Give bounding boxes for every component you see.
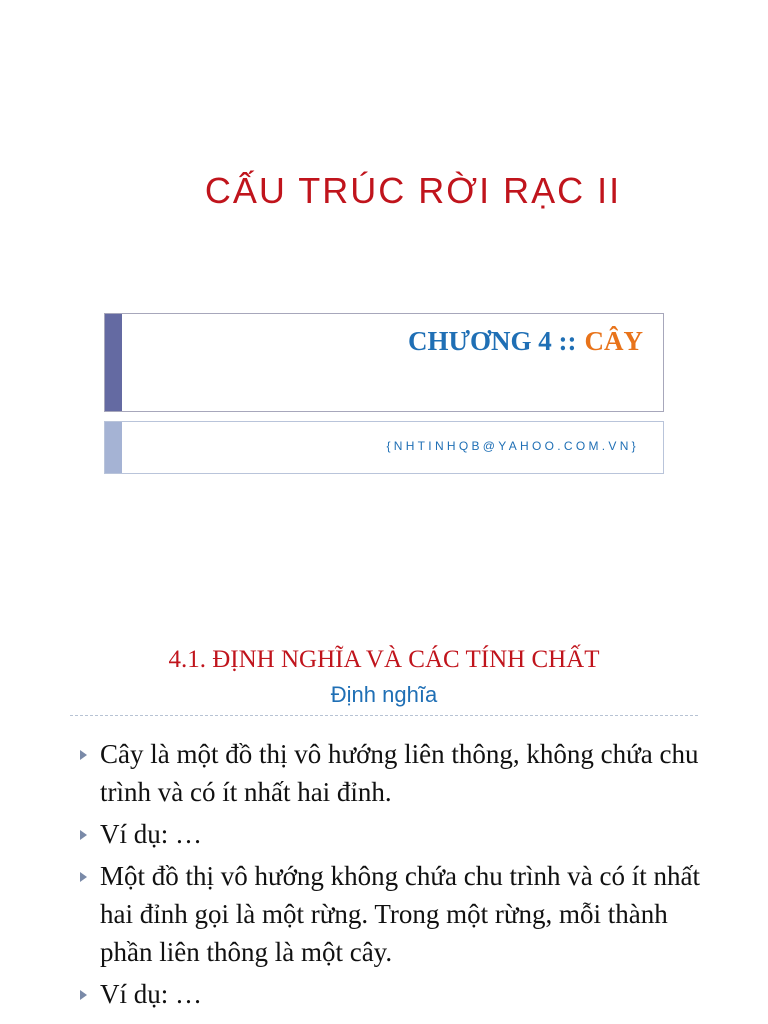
bullet-text: Một đồ thị vô hướng không chứa chu trình và có ít nhất hai đỉnh gọi là một rừng. Trong một rừng, mỗi thành phần liên thông là một cây. [100,861,700,967]
triangle-bullet-icon [80,872,87,882]
bullet-list [0,735,768,1017]
bullet-text: Ví dụ: … [100,819,203,849]
course-title: CẤU TRÚC RỜI RẠC II [204,170,622,211]
section-heading: 4.1. ĐỊNH NGHĨA VÀ CÁC TÍNH CHẤT [168,646,600,673]
list-item [0,975,768,1013]
section-subheading: Định nghĩa [330,682,438,707]
author-email-banner [104,421,664,474]
bullet-text: Cây là một đồ thị vô hướng liên thông, không chứa chu trình và có ít nhất hai đỉnh. [100,739,699,807]
chapter-title [408,326,643,357]
author-email: {NHTINHQB@YAHOO.COM.VN} [386,439,639,453]
chapter-topic: CÂY [584,326,643,356]
definition-slide [0,590,768,1024]
triangle-bullet-icon [80,830,87,840]
bullet-text: Ví dụ: … [100,979,203,1009]
chapter-label: CHƯƠNG 4 :: [408,326,577,356]
list-item [0,815,768,853]
list-item [0,857,768,971]
email-accent-bar [105,422,122,473]
chapter-accent-bar [105,314,122,411]
triangle-bullet-icon [80,990,87,1000]
triangle-bullet-icon [80,750,87,760]
chapter-banner [104,313,664,412]
list-item [0,735,768,811]
dashed-divider [70,715,698,716]
